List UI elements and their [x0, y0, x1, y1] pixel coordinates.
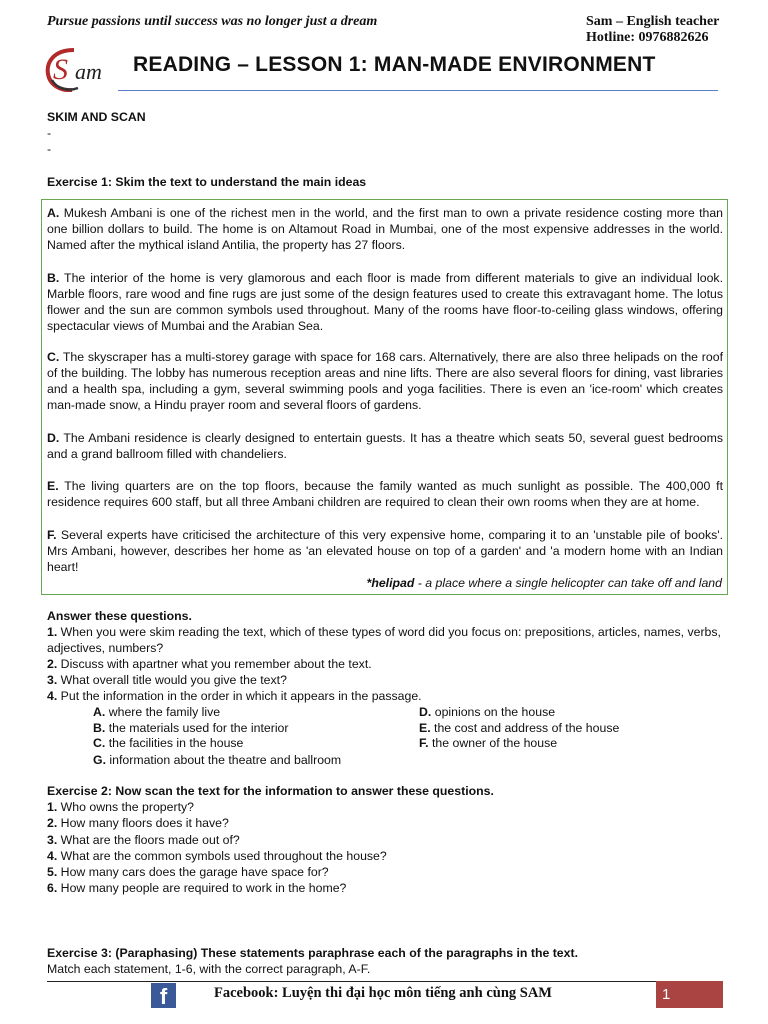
question-item — [47, 624, 723, 656]
question-number: 4. — [47, 689, 58, 703]
question-number: 3. — [47, 673, 58, 687]
question-text: What overall title would you give the text? — [57, 673, 287, 687]
question-text: Who owns the property? — [57, 800, 194, 814]
option-item — [419, 704, 555, 720]
passage-paragraph-d — [47, 430, 723, 462]
paragraph-text: The Ambani residence is clearly designed to entertain guests. It has a theatre which seats 50, several guest bedrooms and a grand ballroom filled with chandeliers. — [47, 431, 723, 461]
sam-logo — [44, 46, 120, 92]
scan-question — [47, 832, 723, 848]
option-item — [93, 704, 220, 720]
option-letter: B. — [93, 721, 106, 735]
paragraph-text: The living quarters are on the top floors, because the family wanted as much sunlight as possible. The 400,000 ft residence requires 600 staff, but all three Ambani children are required to clean their own rooms when they are at home. — [47, 479, 723, 509]
title-divider — [118, 90, 718, 91]
option-item — [93, 752, 341, 768]
header-contact — [586, 14, 719, 46]
option-letter: F. — [419, 736, 429, 750]
teacher-name: Sam – English teacher — [586, 14, 720, 29]
page-number: 1 — [662, 986, 671, 1003]
question-text: What are the common symbols used throughout the house? — [57, 849, 387, 863]
option-text: the owner of the house — [428, 736, 558, 750]
footer-facebook-text: Facebook: Luyện thi đại học môn tiếng anh cùng SAM — [214, 985, 552, 1001]
header-motto: Pursue passions until success was no longer just a dream — [47, 14, 378, 29]
question-number: 4. — [47, 849, 58, 863]
logo-rest: am — [75, 59, 102, 84]
question-item — [47, 688, 723, 704]
paragraph-letter: C. — [47, 350, 60, 364]
question-text: How many cars does the garage have space for? — [57, 865, 329, 879]
question-item — [47, 672, 723, 688]
scan-question — [47, 848, 723, 864]
question-number: 5. — [47, 865, 58, 879]
passage-paragraph-f — [47, 527, 723, 575]
option-item — [93, 735, 243, 751]
option-letter: D. — [419, 705, 432, 719]
scan-question — [47, 880, 723, 896]
footnote — [367, 575, 722, 591]
question-number: 3. — [47, 833, 58, 847]
footnote-term: *helipad — [366, 576, 415, 590]
question-text: How many people are required to work in the home? — [57, 881, 347, 895]
facebook-icon[interactable]: f — [151, 983, 176, 1008]
scan-question — [47, 864, 723, 880]
question-number: 1. — [47, 625, 58, 639]
paragraph-letter: A. — [47, 206, 60, 220]
question-text: How many floors does it have? — [57, 816, 229, 830]
hotline: Hotline: 0976882626 — [586, 30, 709, 45]
option-text: the materials used for the interior — [105, 721, 289, 735]
option-item — [419, 720, 619, 736]
option-item — [93, 720, 289, 736]
exercise3-heading: Exercise 3: (Paraphasing) These statements paraphrase each of the paragraphs in the text. — [47, 946, 578, 960]
page-title: READING – LESSON 1: MAN-MADE ENVIRONMENT — [133, 53, 656, 76]
paragraph-letter: E. — [47, 479, 59, 493]
paragraph-letter: F. — [47, 528, 57, 542]
question-text: Put the information in the order in which it appears in the passage. — [57, 689, 422, 703]
questions-heading: Answer these questions. — [47, 609, 192, 623]
paragraph-letter: D. — [47, 431, 60, 445]
option-text: the facilities in the house — [105, 736, 244, 750]
question-number: 2. — [47, 657, 58, 671]
option-letter: E. — [419, 721, 431, 735]
exercise1-heading: Exercise 1: Skim the text to understand the main ideas — [47, 175, 367, 189]
passage-paragraph-e — [47, 478, 723, 510]
question-number: 1. — [47, 800, 58, 814]
scan-question — [47, 799, 723, 815]
option-text: the cost and address of the house — [430, 721, 620, 735]
option-letter: A. — [93, 705, 106, 719]
question-item — [47, 656, 723, 672]
passage-paragraph-b — [47, 270, 723, 334]
exercise2-heading: Exercise 2: Now scan the text for the information to answer these questions. — [47, 784, 494, 798]
option-text: opinions on the house — [431, 705, 556, 719]
passage-paragraph-a — [47, 205, 723, 253]
logo-initial: S — [53, 53, 68, 86]
passage-paragraph-c — [47, 349, 723, 413]
question-number: 2. — [47, 816, 58, 830]
question-text: Discuss with apartner what you remember about the text. — [57, 657, 372, 671]
footer-divider — [47, 981, 723, 982]
question-number: 6. — [47, 881, 58, 895]
option-text: information about the theatre and ballroom — [105, 753, 342, 767]
page-number-badge — [656, 981, 723, 1008]
question-text: What are the floors made out of? — [57, 833, 240, 847]
exercise3-instructions: Match each statement, 1-6, with the correct paragraph, A-F. — [47, 962, 371, 976]
section-heading: SKIM AND SCAN — [47, 110, 146, 124]
question-text: When you were skim reading the text, which of these types of word did you focus on: prepositions, articles, names, verbs, adjectives, numbers? — [47, 625, 721, 655]
option-letter: C. — [93, 736, 106, 750]
paragraph-text: The skyscraper has a multi-storey garage with space for 168 cars. Alternatively, there are also three helipads on the roof of the building. The lobby has numerous reception areas and nine lifts. There are also several floors for dining, vast libraries and a health spa, including a gym, several swimming pools and yoga facilities. There is even an 'ice-room' which creates man-made snow, a Hindu prayer room and several floors of gardens. — [47, 350, 723, 412]
option-item — [419, 735, 557, 751]
paragraph-text: Mukesh Ambani is one of the richest men in the world, and the first man to own a private residence costing more than one billion dollars to build. The home is on Altamout Road in Mumbai, one of the most expensive addresses in the world. Named after the mythical island Antilia, the property has 27 floors. — [47, 206, 723, 252]
scan-question — [47, 815, 723, 831]
paragraph-text: The interior of the home is very glamorous and each floor is made from different materials to give an individual look. Marble floors, rare wood and fine rugs are just some of the design features used to create this extravagant home. The lotus flower and the sun are common symbols used throughout. Many of the rooms have floor-to-ceiling glass windows, offering spectacular views of Mumbai and the Arabian Sea. — [47, 271, 723, 333]
paragraph-text: Several experts have criticised the architecture of this very expensive home, comparing it to an 'unstable pile of books'. Mrs Ambani, however, describes her home as 'an elevated house on top of a garden' and 'a modern home with an Indian heart! — [47, 528, 723, 574]
footnote-definition: - a place where a single helicopter can take off and land — [414, 576, 722, 590]
option-letter: G. — [93, 753, 106, 767]
dash-item: - — [47, 126, 52, 140]
dash-item: - — [47, 142, 52, 156]
paragraph-letter: B. — [47, 271, 60, 285]
option-text: where the family live — [105, 705, 221, 719]
